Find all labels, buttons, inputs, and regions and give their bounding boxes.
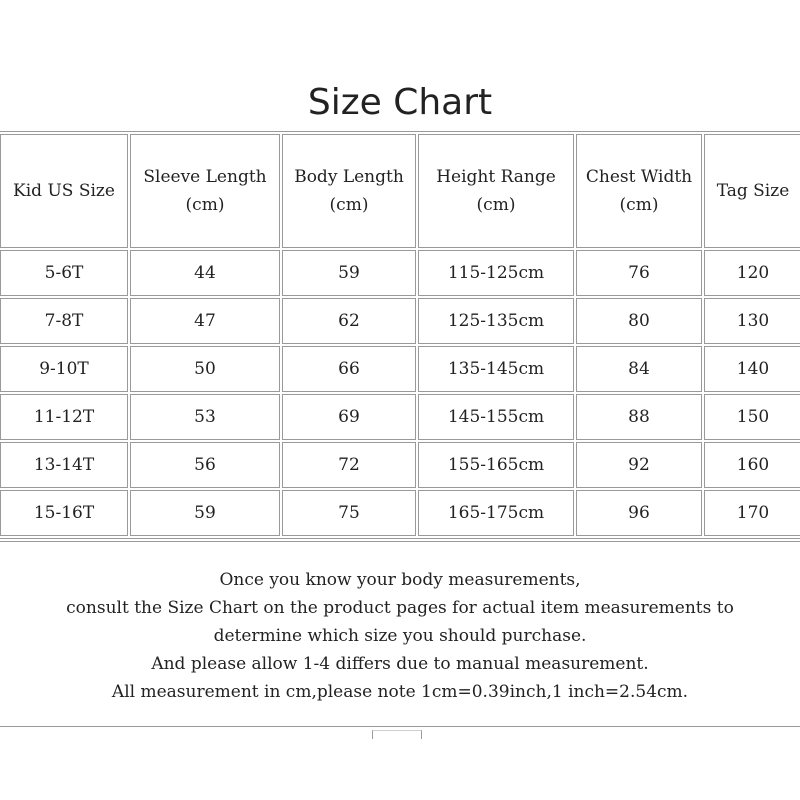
cell-sleeve-length: 53 bbox=[130, 394, 280, 440]
header-unit: (cm) bbox=[185, 195, 225, 215]
cell-kid-us-size: 7-8T bbox=[0, 298, 128, 344]
cell-body-length: 72 bbox=[282, 442, 416, 488]
table-row bbox=[0, 490, 800, 536]
header-label: Height Range bbox=[436, 167, 556, 187]
cell-body-length: 62 bbox=[282, 298, 416, 344]
cell-tag-size: 140 bbox=[704, 346, 800, 392]
header-height-range bbox=[418, 134, 574, 248]
cell-height-range: 115-125cm bbox=[418, 250, 574, 296]
header-label: Sleeve Length bbox=[143, 167, 267, 187]
cell-tag-size: 130 bbox=[704, 298, 800, 344]
cell-body-length: 69 bbox=[282, 394, 416, 440]
cell-sleeve-length: 56 bbox=[130, 442, 280, 488]
cell-height-range: 165-175cm bbox=[418, 490, 574, 536]
table-row bbox=[0, 298, 800, 344]
note-line: And please allow 1-4 differs due to manual measurement. bbox=[151, 654, 649, 674]
table-row bbox=[0, 346, 800, 392]
table-row bbox=[0, 250, 800, 296]
cell-kid-us-size: 13-14T bbox=[0, 442, 128, 488]
cell-height-range: 125-135cm bbox=[418, 298, 574, 344]
cell-sleeve-length: 59 bbox=[130, 490, 280, 536]
size-table bbox=[0, 132, 800, 538]
cell-body-length: 66 bbox=[282, 346, 416, 392]
cell-chest-width: 76 bbox=[576, 250, 702, 296]
table-row bbox=[0, 394, 800, 440]
cell-chest-width: 96 bbox=[576, 490, 702, 536]
header-body-length bbox=[282, 134, 416, 248]
measurement-notes bbox=[0, 541, 800, 727]
header-label: Tag Size bbox=[716, 181, 790, 201]
header-unit: (cm) bbox=[476, 195, 516, 215]
table-row bbox=[0, 442, 800, 488]
header-unit: (cm) bbox=[329, 195, 369, 215]
header-chest-width bbox=[576, 134, 702, 248]
cell-body-length: 75 bbox=[282, 490, 416, 536]
cell-tag-size: 160 bbox=[704, 442, 800, 488]
header-tag-size bbox=[704, 134, 800, 248]
cell-kid-us-size: 11-12T bbox=[0, 394, 128, 440]
bottom-tab-divider bbox=[372, 730, 422, 739]
header-unit: (cm) bbox=[619, 195, 659, 215]
cell-chest-width: 84 bbox=[576, 346, 702, 392]
cell-tag-size: 150 bbox=[704, 394, 800, 440]
header-sleeve-length bbox=[130, 134, 280, 248]
cell-height-range: 135-145cm bbox=[418, 346, 574, 392]
cell-body-length: 59 bbox=[282, 250, 416, 296]
cell-tag-size: 120 bbox=[704, 250, 800, 296]
cell-kid-us-size: 9-10T bbox=[0, 346, 128, 392]
cell-chest-width: 88 bbox=[576, 394, 702, 440]
size-chart-frame bbox=[0, 131, 800, 539]
cell-height-range: 145-155cm bbox=[418, 394, 574, 440]
page-title: Size Chart bbox=[307, 82, 493, 123]
note-line: consult the Size Chart on the product pages for actual item measurements to bbox=[66, 598, 734, 618]
cell-height-range: 155-165cm bbox=[418, 442, 574, 488]
cell-kid-us-size: 5-6T bbox=[0, 250, 128, 296]
table-header-row bbox=[0, 134, 800, 248]
cell-tag-size: 170 bbox=[704, 490, 800, 536]
note-line: determine which size you should purchase. bbox=[213, 626, 587, 646]
cell-sleeve-length: 47 bbox=[130, 298, 280, 344]
header-label: Body Length bbox=[294, 167, 404, 187]
header-kid-us-size bbox=[0, 134, 128, 248]
note-line: Once you know your body measurements, bbox=[219, 570, 581, 590]
cell-sleeve-length: 44 bbox=[130, 250, 280, 296]
cell-chest-width: 92 bbox=[576, 442, 702, 488]
cell-chest-width: 80 bbox=[576, 298, 702, 344]
note-line: All measurement in cm,please note 1cm=0.39inch,1 inch=2.54cm. bbox=[111, 682, 689, 702]
cell-sleeve-length: 50 bbox=[130, 346, 280, 392]
header-label: Chest Width bbox=[585, 167, 693, 187]
cell-kid-us-size: 15-16T bbox=[0, 490, 128, 536]
header-label: Kid US Size bbox=[13, 181, 115, 201]
